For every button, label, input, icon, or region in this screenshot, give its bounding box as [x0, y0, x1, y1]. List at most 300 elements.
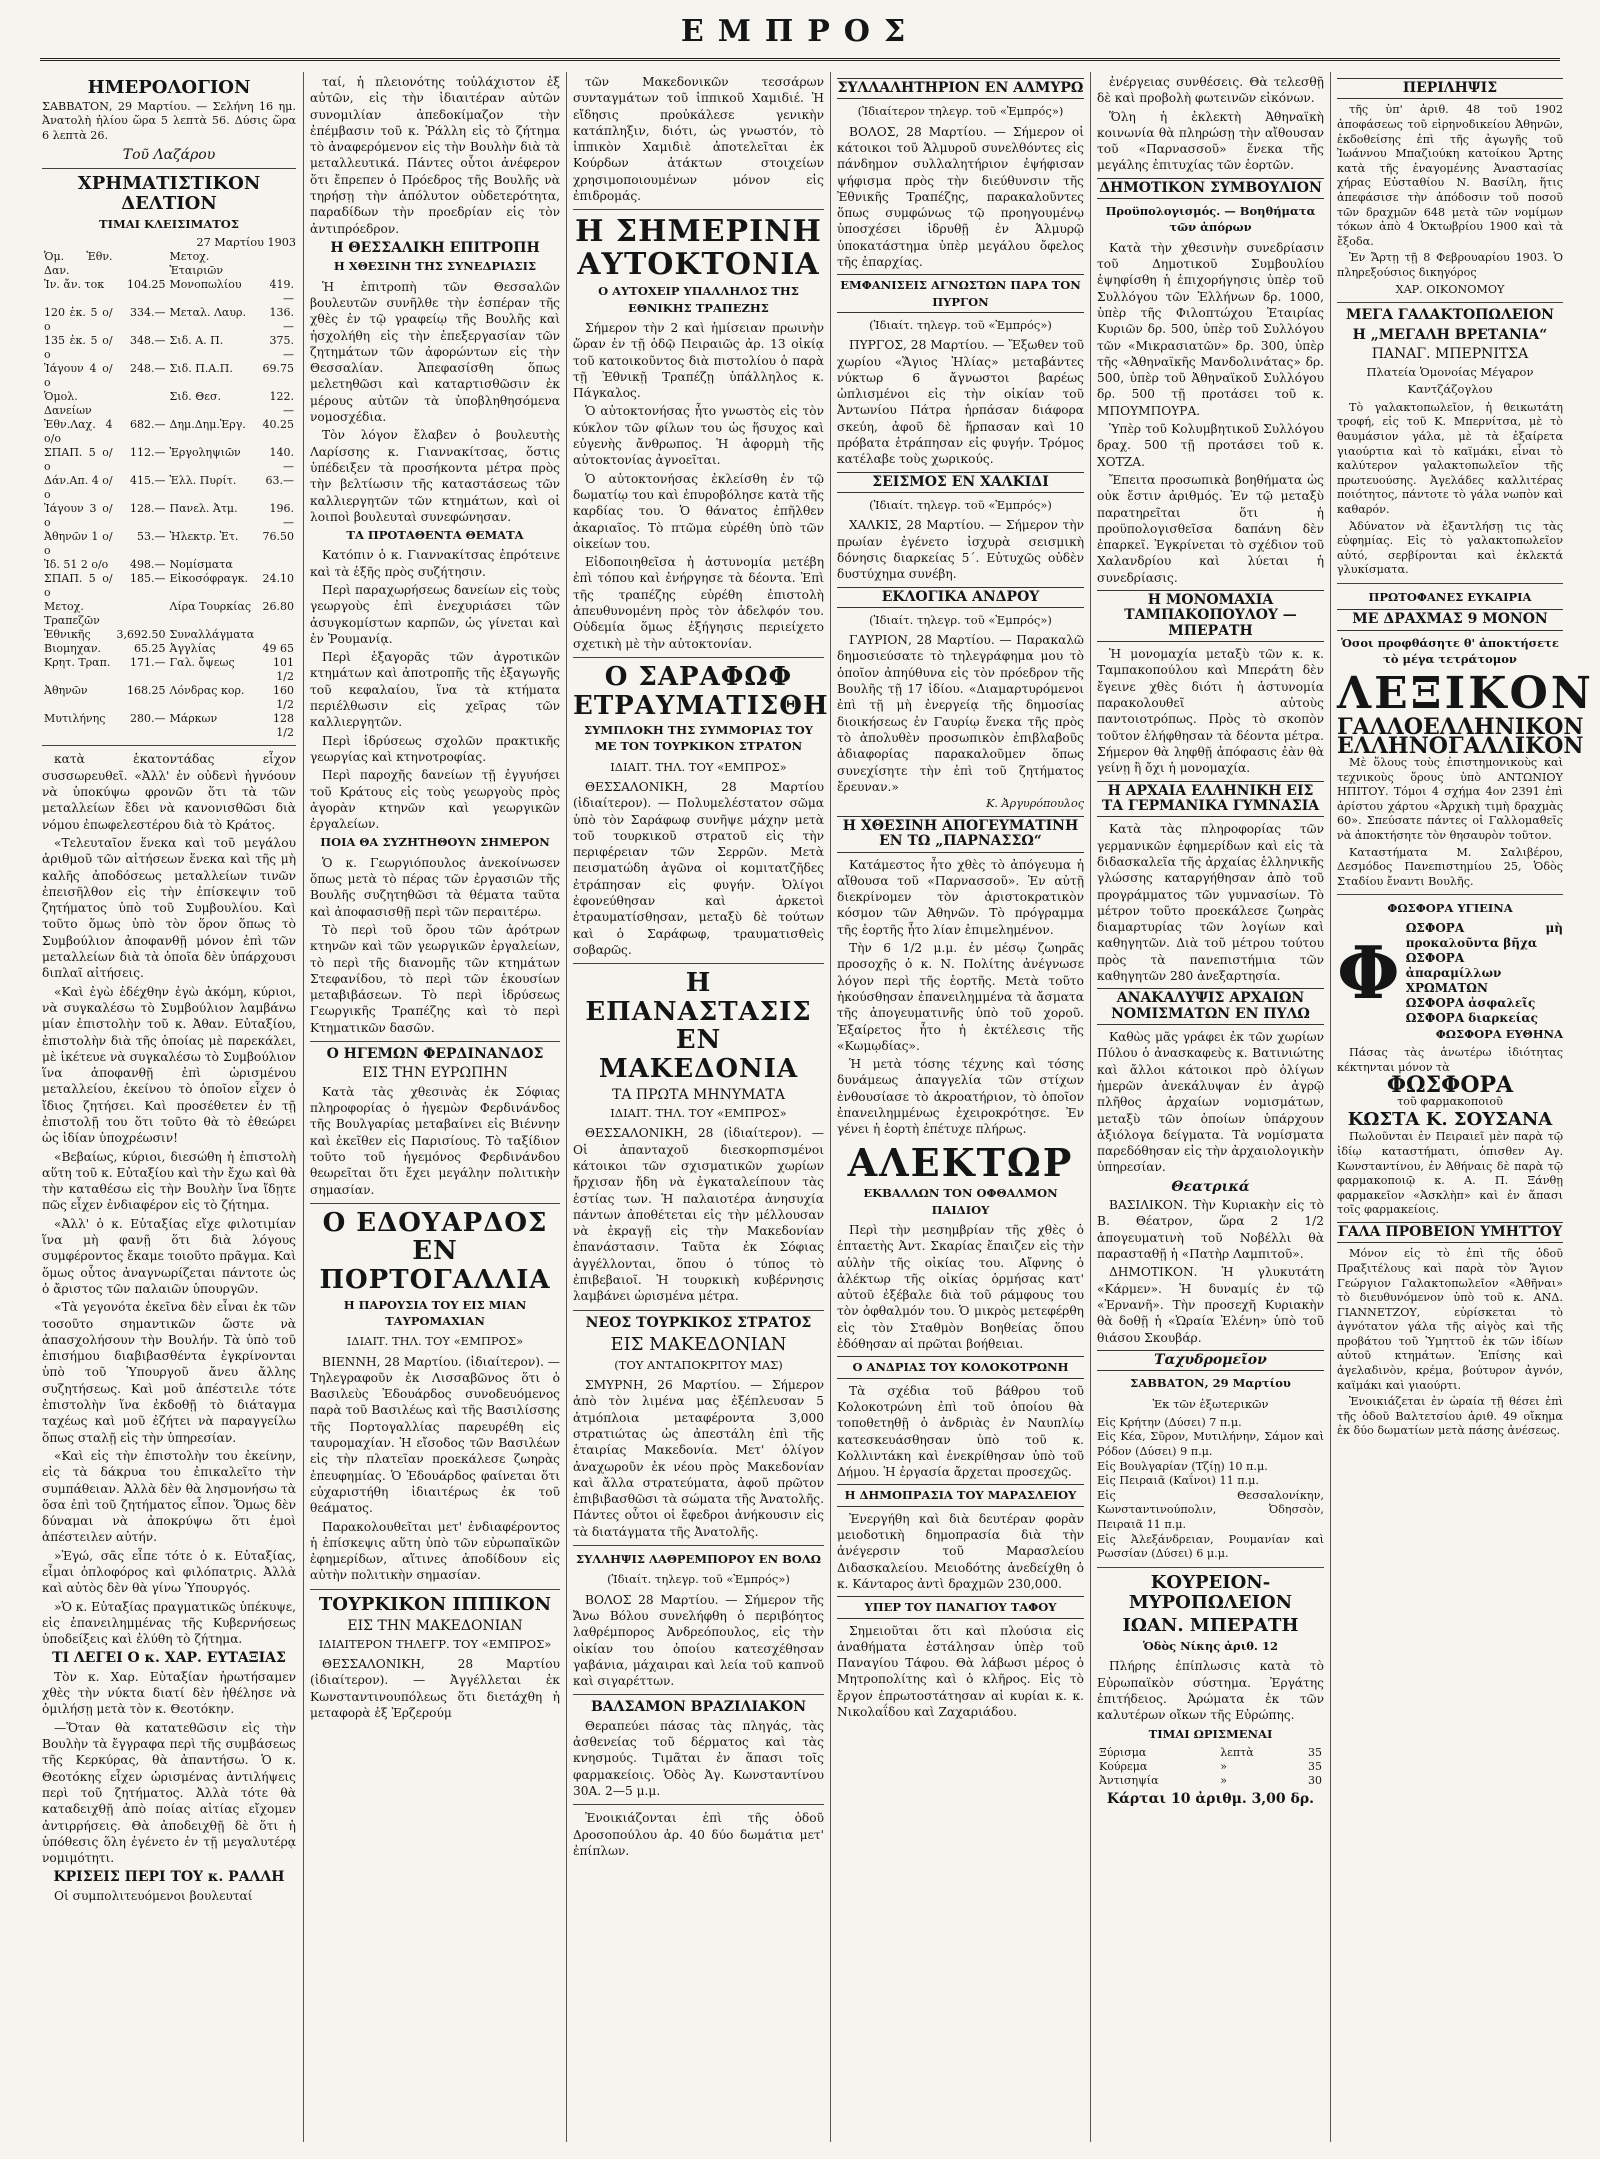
rates-cell: 498.—	[130, 558, 166, 572]
prices-table	[1097, 1746, 1324, 1788]
quake-heading: ΣΕΙΣΜΟΣ ΕΝ ΧΑΛΚΙΔΙ	[837, 472, 1084, 493]
column-rule	[830, 72, 831, 2142]
rates-cell	[258, 250, 296, 278]
article-paragraph: ΧΑΛΚΙΣ, 28 Μαρτίου. — Σήμερον τὴν πρωίαν ἐγένετο ἰσχυρὰ σεισμικὴ δόνησις διαρκείας 5΄. Εὐτυχῶς οὐδὲν δυστύχημα συνέβη.	[837, 518, 1084, 582]
rates-cell: 120 ἐκ. 5 ο/ο	[44, 306, 113, 334]
rates-row	[42, 446, 296, 474]
matches-line: ΩΣΦΟΡΑ μὴ προκαλοῦντα βῆχα	[1405, 920, 1563, 950]
rates-cell: 101 1/2	[273, 656, 294, 684]
sarafov-subheading: ΣΥΜΠΛΟΚΗ ΤΗΣ ΣΥΜΜΟΡΙΑΣ ΤΟΥ ΜΕ ΤΟΝ ΤΟΥΡΚΙΚΟΝ ΣΤΡΑΤΟΝ	[584, 723, 813, 754]
article-paragraph: «Βεβαίως, κύριοι, διεσώθη ἡ ἐπιστολὴ αὕτη τοῦ κ. Εὐταξίου καὶ τὴν ἔχω καὶ θὰ τὴν καταθέσω εἰς τὴν Βουλὴν ἵνα ἴδῃτε πῶς εἶχεν ἐνδιαφέρον εἰς τὸ ζήτημα.	[42, 1149, 296, 1213]
rates-cell: Ἰάγουν 4 ο/ο	[44, 362, 113, 390]
rates-cell: Εἰκοσόφραγκ.	[169, 572, 249, 586]
price-cell: »	[1220, 1773, 1227, 1787]
rates-cell: Λίρα Τουρκίας	[169, 600, 252, 614]
today-heading: ΠΟΙΑ ΘΑ ΣΥΖΗΤΗΘΟΥΝ ΣΗΜΕΡΟΝ	[320, 835, 550, 850]
sarafov-heading: Ο ΣΑΡΑΦΩΦ ΕΤΡΑΥΜΑΤΙΣΘΗ	[573, 661, 829, 721]
army-subheading: ΕΙΣ ΜΑΚΕΔΟΝΙΑΝ	[610, 1333, 787, 1355]
price-cell: 35	[1308, 1759, 1322, 1773]
maraslion-heading: Η ΔΗΜΟΠΡΑΣΙΑ ΤΟΥ ΜΑΡΑΣΛΕΙΟΥ	[837, 1484, 1084, 1506]
article-paragraph: Ἡ μονομαχία μεταξὺ τῶν κ. κ. Ταμπακοπούλου καὶ Μπεράτη δὲν ἔγεινε χθὲς διότι ἡ ἀστυνομία παρακολουθεῖ αὐτοὺς παντοιοτρόπως. Πρὸς τὸ σκοπὸν τοῦτον ἐλήφθησαν τὰ δέοντα μέτρα. Σήμερον θὰ ληφθῇ ἀπόφασις ἐὰν θὰ γείνῃ ἢ ὄχι ἡ μονομαχία.	[1097, 647, 1324, 776]
article-paragraph: Τὰ σχέδια τοῦ βάθρου τοῦ Κολοκοτρώνη ἐπὶ τοῦ ὁποίου θὰ τοποθετηθῇ ὁ ἀνδριὰς ἐν Ναυπλίῳ κατεσκευάσθησαν ὑπὸ τοῦ κ. Κολλιντάκη καὶ ἐνεκρίθησαν ὑπὸ τοῦ Δήμου. Ἡ ἐργασία ἄρχεται προσεχῶς.	[837, 1383, 1084, 1480]
smuggler-source: (Ἰδιαίτ. τηλεγρ. τοῦ «Ἐμπρός»)	[607, 1572, 790, 1587]
kolokotronis-heading: Ο ΑΝΔΡΙΑΣ ΤΟΥ ΚΟΛΟΚΟΤΡΩΝΗ	[837, 1356, 1084, 1378]
pyrgos-source: (Ἰδιαίτ. τηλεγρ. τοῦ «Ἐμπρός»)	[869, 317, 1052, 332]
post-heading: Ταχυδρομεῖον	[1097, 1350, 1324, 1371]
article-paragraph: Τὴν 6 1/2 μ.μ. ἐν μέσῳ ζωηρᾶς προσοχῆς ὁ κ. Ν. Πολίτης ἀνέγνωσε λόγον περὶ τῆς ἑορτῆς. Μετὰ τοῦτο ἠκούσθησαν ἐπανειλημμένα τὰ ἄσματα τῆς ἀπογευματινῆς ὑπὸ τοῦ χοροῦ. Ἐξαίρετος ἦτο ἡ ἐκτέλεσις τῆς «Κωμῳδίας».	[837, 941, 1084, 1053]
article-paragraph: Καθὼς μᾶς γράφει ἐκ τῶν χωρίων Πύλου ὁ ἀνασκαφεὺς κ. Βατινιώτης καὶ ἄλλοι κάτοικοι πρὸ ὀλίγων ἡμερῶν ἀνεκάλυψαν ἐν ἀγρῷ πλῆθος ἀρχαίων νομισμάτων, μεταξὺ τῶν ὁποίων ὑπάρχουν ἀξιόλογα δείγματα. Τὰ νομίσματα παρεδόθησαν εἰς τὴν ἀρχαιολογικὴν ὑπηρεσίαν.	[1097, 1030, 1324, 1175]
article-paragraph: ΣΜΥΡΝΗ, 26 Μαρτίου. — Σήμερον ἀπὸ τὸν λιμένα μας ἐξέπλευσαν 5 ἀτμόπλοια μεταφέροντα 3,000 στρατιώτας ὡς ἀπεστάλη ἐπὶ τῆς ἑταιρίας Μακεδονία. Μετ' ὀλίγον ἀναχωροῦν ἐκ νέου πρὸς Μακεδονίαν καὶ ἄλλα στρατεύματα, ἀφοῦ πρῶτον ἐπιβιβασθῶσι τὰ σώματα τῆς Ἀνατολῆς. Πάντες οὗτοι οἱ ἔφεδροι ἀνήκουσιν εἰς τὰ διατάγματα τῆς Ἀνατολῆς.	[573, 1378, 824, 1539]
article-paragraph: ΘΕΣΣΑΛΟΝΙΚΗ, 28 Μαρτίου (ἰδιαίτερον). — Ἀγγέλλεται ἐκ Κωνσταντινουπόλεως ὅτι διετάχθη ἡ μεταφορὰ ἐξ Ἐρζερούμ	[310, 1657, 560, 1721]
article-paragraph: «Τελευταῖον ἕνεκα καὶ τοῦ μεγάλου ἀριθμοῦ τῶν αἰτήσεων ἕνεκα καὶ τῆς μὴ καλῆς ἀποδόσεως μεταλλείων τινῶν ἐπεισῆλθον εἰς τὴν ἐπίσκεψιν τοῦ ζητήματος ὑπὸ τοῦ Συμβουλίου. Καὶ τοῦτο ὅμως ὑπὸ τὸν ὅρον ὅπως τὸ Συμβούλιον ἀποφανθῇ μόνον ἐπὶ τῶν μεταλλείων διὰ τὰ ὁποῖα δὲν ὑπάρχουσι διπλαῖ αἰτήσεις.	[42, 835, 296, 981]
revolution-source: ΙΔΙΑΙΤ. ΤΗΛ. ΤΟΥ «ΕΜΠΡΟΣ»	[610, 1106, 787, 1121]
rates-row	[42, 502, 296, 530]
rates-cell: 40.25	[262, 418, 294, 432]
column-rule	[566, 72, 567, 2142]
almyros-heading: ΣΥΛΛΑΛΗΤΗΡΙΟΝ ΕΝ ΑΛΜΥΡΩ	[837, 78, 1084, 99]
calendar-text: ΣΑΒΒΑΤΟΝ, 29 Μαρτίου. — Σελήνη 16 ημ. Ἀνατολὴ ἡλίου ὥρα 5 λεπτὰ 56. Δύσις ὥρα 6 λεπτὰ 26.	[42, 99, 296, 142]
price-cell: 35	[1308, 1745, 1322, 1759]
matches-title: ΦΩΣΦΟΡΑ	[1386, 1072, 1514, 1099]
article-paragraph: Ὁ κ. Γεωργιόπουλος ἀνεκοίνωσεν ὅπως μετὰ τὸ πέρας τῶν ἐργασιῶν τῆς Βουλῆς συζητηθῶσι τὰ θέματα ταῦτα καὶ ἀποφασισθῇ περὶ τῶν περαιτέρω.	[310, 855, 560, 919]
rates-cell: Μετοχ. Τραπεζῶν	[44, 600, 100, 628]
rates-cell: Ἐργοληψιῶν	[169, 446, 241, 460]
rates-cell: Λόνδρας κορ.	[169, 684, 245, 698]
rates-cell: 168.25	[127, 684, 166, 698]
rates-cell	[115, 390, 168, 418]
thessaly-heading: Η ΘΕΣΣΑΛΙΚΗ ΕΠΙΤΡΟΠΗ	[330, 239, 540, 256]
rates-cell	[258, 558, 296, 572]
article-paragraph: ΘΕΣΣΑΛΟΝΙΚΗ, 28 (ἰδιαίτερον). — Οἱ ἀπανταχοῦ διεσκορπισμένοι κάτοικοι τῶν σχισματικῶν χωρίων ἤρχισαν ἤδη νὰ ἐγκαταλείπουν τὰς ἑστίας των. Ἡ παλαιοτέρα ἀνησυχία πάντων ἀποθέτεται εἰς τὴν μέλλουσαν νὰ ἐκραγῇ εἰς τὴν Μακεδονίαν ἐπανάστασιν. Ταῦτα ἐκ Σόφιας ἀγγέλλονται, ὅπου ὁ τύπος τὸ ἐπιβεβαιοῖ. Ἡ τουρκικὴ κυβέρνησις λαμβάνει ὡρισμένα μέτρα.	[573, 1126, 824, 1304]
cavalry-source: ΙΔΙΑΙΤΕΡΟΝ ΤΗΛΕΓΡ. ΤΟΥ «ΕΜΠΡΟΣ»	[318, 1636, 552, 1651]
balsam-heading: ΒΑΛΣΑΜΟΝ ΒΡΑΖΙΛΙΑΚΟΝ	[590, 1699, 807, 1716]
advert-paragraph: Ἐνοικιάζονται ἐπὶ τῆς ὁδοῦ Δροσοπούλου ἀρ. 40 δύο δωμάτια μετ' ἐπίπλων.	[573, 1811, 824, 1858]
matches-banner: ΦΩΣΦΟΡΑ ΥΓΙΕΙΝΑ	[1387, 901, 1513, 916]
advert-paragraph: Τὸ γαλακτοπωλεῖον, ἡ θεικωτάτη τροφή, εἰς τοῦ Κ. Μπερνίτσα, μὲ τὸ θαυμάσιον γάλα, μὲ τὰ ἐξαίρετα γιαούρτια καὶ τὸ καϊμάκι, εἶναι τὸ καλύτερον γαλακτοπωλεῖον τῆς πρωτευούσης. Ἀγελάδες καλλιτέρας ποιότητος, πάντοτε τὸ γάλα νωπὸν καὶ καθαρόν.	[1337, 400, 1563, 517]
article-paragraph: ΒΙΕΝΝΗ, 28 Μαρτίου. (ἰδιαίτερον). — Τηλεγραφοῦν ἐκ Λισσαβῶνος ὅτι ὁ Βασιλεὺς Ἐδουάρδος συνοδευόμενος παρὰ τοῦ Βασιλέως καὶ τῆς Βασιλίσσης τῆς Πορτογαλλίας παρευρέθη εἰς ταυρομαχίαν. Ἡ εἴσοδος τῶν Βασιλέων εἰς τὴν πλατεῖαν προεκάλεσε ζωηρὰς ἐπευφημίας. Ὁ Ἐδουάρδος φαίνεται ὅτι εὐχαριστήθη ἰδιαιτέρως ἐκ τοῦ θεάματος.	[310, 1354, 560, 1516]
rates-cell: 171.—	[130, 656, 166, 670]
matches-cheap: ΦΩΣΦΟΡΑ ΕΥΘΗΝΑ	[1435, 1026, 1563, 1041]
article-paragraph: —Ὅταν θὰ κατατεθῶσιν εἰς τὴν Βουλὴν τὰ ἔγγραφα περὶ τῆς συμβάσεως τῆς Κερκύρας, θὰ ἀπαντήσω. Ὁ κ. Θεοτόκης εἶχεν ὡρισμένας ἀντιλήψεις περὶ τοῦ ζητήματος. Ἀλλὰ τότε θὰ καταδειχθῇ ἀπὸ ποίας αἰτίας εἴχομεν ἀντιρρήσεις. Θὰ ἀποδειχθῇ δὲ ὅτι ἡ ὑπόθεσις ὅλη ἐγένετο ἐν τῇ μεγαλυτέρᾳ νομιμότητι.	[42, 1720, 296, 1866]
army-heading: ΝΕΟΣ ΤΟΥΡΚΙΚΟΣ ΣΤΡΑΤΟΣ	[585, 1314, 812, 1331]
rates-cell: Ἑλλ. Πυρίτ.	[169, 474, 237, 488]
divider	[42, 745, 296, 746]
dictionary-price: ΜΕ ΔΡΑΧΜΑΣ 9 ΜΟΝΟΝ	[1337, 609, 1563, 630]
rates-cell: 334.—	[130, 306, 166, 320]
column-rule	[1090, 72, 1091, 2142]
column-4	[837, 74, 1084, 2149]
council-subheading: Προϋπολογισμός. — Βοηθήματα τῶν ἀπόρων	[1105, 204, 1316, 235]
article-paragraph: ΠΥΡΓΟΣ, 28 Μαρτίου. — Ἔξωθεν τοῦ χωρίου «Ἅγιος Ἠλίας» μεταβάντες νύκτωρ 6 ἄγνωστοι βαρέως ὡπλισμένοι εἰς τὴν οἰκίαν τοῦ Ἀντωνίου Πάτρα ἡρπάσαν διάφορα σκεύη, ἀφοῦ δὲ ἥρπασαν καὶ 10 πρόβατα ἐτράπησαν εἰς φυγήν. Τρόμος κατέλαβε τοὺς χωρικούς.	[837, 338, 1084, 467]
rates-row	[42, 306, 296, 334]
legal-paragraph: τῆς ὑπ' ἀριθ. 48 τοῦ 1902 ἀποφάσεως τοῦ εἰρηνοδικείου Ἀθηνῶν, ἐκδοθείσης ἐπὶ τῆς ἀγωγῆς τοῦ Ἰωάννου Μπαζιούκη κατοίκου Ἄρτης κατὰ τῆς ἐναγομένης Ἀναστασίας χήρας Εὐσταθίου Ν. Βασίλη, ἥτις ἀπεφάσισε τὴν ἀπόδοσιν τοῦ ποσοῦ τῶν δραχμῶν 648 μετὰ τῶν νομίμων τόκων ἀπὸ 4 Ὀκτωβρίου 1900 καὶ τὰ ἔξοδα.	[1337, 103, 1563, 248]
rates-row	[42, 362, 296, 390]
rates-row	[42, 530, 296, 558]
column-6	[1337, 74, 1595, 2149]
divider	[310, 1203, 560, 1204]
article-paragraph: Κατὰ τὴν χθεσινὴν συνεδρίασιν τοῦ Δημοτικοῦ Συμβουλίου ἐψηφίσθη ἡ ἐπιχορήγησις ὑπὲρ τοῦ Συλλόγου τῶν Ἑλλήνων δρ. 1000, ὑπὲρ τῆς Φιλοπτώχου Ἑταιρίας Κυριῶν δρ. 500, ὑπὲρ τοῦ Συλλόγου τῶν «Μικρασιατῶν» δρ. 300, ὑπὲρ τῆς «Ἀθηναϊκῆς Μανδολινάτας» δρ. 500, ὑπὲρ τοῦ Ἀθηναϊκοῦ Συλλόγου δρ. 500 τῇ προτάσει τοῦ κ. ΜΠΟΥΜΠΟΥΡΑ.	[1097, 240, 1324, 418]
price-cell: 30	[1308, 1773, 1322, 1787]
price-row	[1097, 1760, 1324, 1774]
rates-row	[42, 600, 296, 628]
legal-paragraph: Ἐν Ἄρτῃ τῇ 8 Φεβρουαρίου 1903. Ὁ πληρεξούσιος δικηγόρος	[1337, 251, 1563, 279]
divider	[1337, 894, 1563, 895]
rates-cell: 69.75	[262, 362, 294, 376]
dairy-owner: ΠΑΝΑΓ. ΜΠΕΡΝΙΤΣΑ	[1371, 345, 1529, 362]
matches-lines	[1406, 921, 1563, 1026]
advert-paragraph: Καταστήματα Μ. Σαλιβέρου, Δεσμόδος Πανεπιστημίου 25, Ὁδὸς Σταδίου ἔναντι Βουλῆς.	[1337, 845, 1563, 888]
advert-paragraph: Πάσας τὰς ἀνωτέρω ἰδιότητας κέκτηνται μόνον τὰ	[1337, 1046, 1563, 1074]
post-line: Εἰς Κέα, Σῦρον, Μυτιλήνην, Σάμον καὶ Ρόδον (Δύσει) 9 π.μ.	[1097, 1430, 1324, 1458]
article-paragraph: Παρακολουθεῖται μετ' ἐνδιαφέροντος ἡ ἐπίσκεψις αὕτη ὑπὸ τῶν εὐρωπαϊκῶν ἐφημερίδων, αἵτινες ἀποδίδουν εἰς αὐτὴν πολιτικὴν σημασίαν.	[310, 1519, 560, 1583]
article-paragraph: »Ὁ κ. Εὐταξίας πραγματικῶς ὑπέκυψε, εἰς ἐπανειλημμένας τῆς Κυβερνήσεως ὑποδείξεις καὶ ἐλύθη τὸ ζήτημα.	[42, 1599, 296, 1647]
divider	[573, 657, 824, 658]
rates-cell: 63.—	[265, 474, 294, 488]
tickets-line: Κάρται 10 ἀριθμ. 3,00 δρ.	[1106, 1790, 1315, 1807]
rates-cell: 682.—	[130, 418, 166, 432]
rates-cell: 3,692.50	[116, 628, 166, 642]
column-rule	[1330, 72, 1331, 2142]
rates-cell: Δημ.Δημ.Ἐργ.	[169, 418, 246, 432]
divider	[573, 963, 824, 964]
milk-heading: ΓΑΛΑ ΠΡΟΒΕΙΟΝ ΥΜΗΤΤΟΥ	[1337, 1222, 1563, 1243]
pyrgos-heading: ΕΜΦΑΝΙΣΕΙΣ ΑΓΝΩΣΤΩΝ ΠΑΡΑ ΤΟΝ ΠΥΡΓΟΝ	[837, 274, 1084, 313]
rates-cell: 136.—	[269, 306, 294, 334]
rates-cell: Σιδ. Θεσ.	[169, 390, 221, 404]
advert-paragraph: Πλήρης ἐπίπλωσις κατὰ τὸ Εὐρωπαϊκὸν σύστημα. Ἐργάτης ἐπιτήδειος. Ἀρώματα ἐκ τῶν καλυτέρων οἴκων τῆς Εὐρώπης.	[1097, 1659, 1324, 1723]
smuggler-heading: ΣΥΛΛΗΨΙΣ ΛΑΘΡΕΜΠΟΡΟΥ ΕΝ ΒΟΛΩ	[575, 1552, 821, 1567]
price-cell: λεπτὰ	[1220, 1745, 1254, 1759]
rates-row	[42, 572, 296, 600]
rates-row	[42, 474, 296, 502]
duel-heading: Η ΜΟΝΟΜΑΧΙΑ ΤΑΜΠΑΚΟΠΟΥΛΟΥ — ΜΠΕΡΑΤΗ	[1097, 590, 1324, 642]
rates-cell: 135 ἐκ. 5 ο/ο	[44, 334, 113, 362]
article-paragraph: «Καὶ εἰς τὴν ἐπιστολὴν του ἐκείνην, εἰς τὰ δάκρυα του ἐπικαλεῖτο τὴν συμπάθειαν. Ἀλλὰ δὲν θὰ λησμονήσω τὰ ὅσα ἐπὶ τοῦ ζητήματος εἶπον. Ὅμως δὲν δύναμαι νὰ ἀποκρύψω ὅτι ἐμοὶ ἀπέστειλεν αὐτήν.	[42, 1448, 296, 1545]
rates-cell: Κρητ. Τραπ.	[44, 656, 111, 670]
article-paragraph: ΒΟΛΟΣ 28 Μαρτίου. — Σήμερον τῆς Ἄνω Βόλου συνελήφθη ὁ περιβόητος λαθρέμπορος Ἀνδρεόπουλος, εἰς τὴν οἰκίαν του ὁποίου κατεσχέθησαν γαβάνια, μάχαιραι καὶ λεία τοῦ καπνοῦ καὶ σιγαρέττων.	[573, 1592, 824, 1689]
rates-row	[42, 628, 296, 642]
article-paragraph: Τὸν λόγον ἔλαβεν ὁ βουλευτὴς Λαρίσσης κ. Γιαννακίτσας, ὅστις ὑπέδειξεν τὰ προσήκοντα μέτρα πρὸς τὴν βελτίωσιν τῆς καταστάσεως τῶν καλλιεργητῶν τῶν κτημάτων, καὶ οἱ λοιποὶ βουλευταὶ συνεφώνησαν.	[310, 428, 560, 524]
matches-line: ΩΣΦΟΡΑ ἀπαραμίλλων ΧΡΩΜΑΤΩΝ	[1405, 950, 1502, 995]
rates-cell: Μεταλ. Λαυρ.	[169, 306, 246, 320]
rates-cell: Μετοχ. Ἑταιριῶν	[169, 250, 224, 278]
calendar-title: ΗΜΕΡΟΛΟΓΙΟΝ	[87, 77, 251, 98]
matches-initial: Φ	[1337, 930, 1400, 1016]
andros-heading: ΕΚΛΟΓΙΚΑ ΑΝΔΡΟΥ	[837, 587, 1084, 608]
rates-cell: Ἰν. ἄν. τοκ	[44, 278, 105, 292]
ferdinand-subheading: ΕΙΣ ΤΗΝ ΕΥΡΩΠΗΝ	[362, 1065, 508, 1082]
rates-row	[42, 684, 296, 712]
article-paragraph: Ὁ αὐτοκτονήσας ἦτο γνωστὸς εἰς τὸν κύκλον τῶν φίλων του ὡς ἥσυχος καὶ εὐγενὴς ἄνθρωπος. Ἡ ἀφορμὴ τῆς αὐτοκτονίας ἀγνοεῖται.	[573, 404, 824, 468]
rates-cell: 375.—	[269, 334, 294, 362]
divider	[573, 1310, 824, 1311]
thessaly-subheading: Η ΧΘΕΣΙΝΗ ΤΗΣ ΣΥΝΕΔΡΙΑΣΙΣ	[333, 259, 537, 274]
rates-cell: 128.—	[130, 502, 166, 516]
article-paragraph: »Ἐγώ, σᾶς εἶπε τότε ὁ κ. Εὐταξίας, εἶμαι ὁπλοφόρος καὶ φιλόπατρις. Ἀλλὰ καὶ αὐτὸς δὲν θὰ γίνω Ὑπουργός.	[42, 1548, 296, 1596]
rates-cell: Ἠλεκτρ. Ἑτ.	[169, 530, 239, 544]
rates-row	[42, 278, 296, 306]
article-paragraph: ΓΑΥΡΙΟΝ, 28 Μαρτίου. — Παρακαλῶ δημοσιεύσατε τὸ τηλεγράφημα μου τὸ ὁποῖον ἀπηύθυνα εἰς τὸν πρόεδρον τῆς Βουλῆς τῇ 17 ἰδίου. «Διαμαρτυρόμενοι ἐπὶ τῇ μὴ ἐνεργείᾳ τῆς δημοσίας διοικήσεως ἐν Γαυρίῳ ἕνεκα τῆς πρὸς τὸ ἀπολυθὲν προσωπικὸν ἐπιβλαβοῦς ἀδιαφορίας παρακαλοῦμεν ὅπως συνεχίσητε τὴν ἐπὶ τοῦ ζητήματος ἔρευναν.»	[837, 633, 1084, 794]
article-paragraph: Τὸν κ. Χαρ. Εὐταξίαν ἠρωτήσαμεν χθὲς τὴν νύκτα διατί δὲν ἠθέλησε νὰ ὁμιλήσῃ μετὰ τὸν κ. Θεοτόκην.	[42, 1669, 296, 1717]
advert-paragraph: Ἐνοικιάζεται ἐν ὡραία τῇ θέσει ἐπὶ τῆς ὁδοῦ Βαλτετσίου ἀριθ. 49 οἴκημα ἐκ δύο δωματίων μετὰ πάσης ἀνέσεως.	[1337, 1395, 1563, 1438]
column-2	[310, 74, 560, 2149]
article-paragraph: «Ἀλλ' ὁ κ. Εὐταξίας εἴχε φιλοτιμίαν ἵνα μὴ φανῇ ὅτι διὰ λόγους συμφέροντος ἔκαμε τοιοῦτο πρᾶγμα. Καὶ ὅμως οὗτος ἀναγνωρίζεται πάντοτε ὡς ὁ ἄριστος τῶν παλαιῶν ὑπουργῶν.	[42, 1216, 296, 1296]
prices-heading: ΤΙΜΑΙ ΩΡΙΣΜΕΝΑΙ	[1148, 1726, 1273, 1741]
advert-paragraph: Θεραπεύει πάσας τὰς πληγάς, τὰς ἀσθενείας τοῦ δέρματος καὶ τὰς κνησμούς. Τιμᾶται ἐν ἅπασι τοῖς φαρμακείοις. Ὁδὸς Ἀγ. Κωνσταντίνου 30Α. 2—5 μ.μ.	[573, 1718, 824, 1798]
legal-signature: ΧΑΡ. ΟΙΚΟΝΟΜΟΥ	[1395, 282, 1505, 296]
post-line: Εἰς Πειραιᾶ (Καΐνοι) 11 π.μ.	[1097, 1474, 1259, 1488]
price-row	[1097, 1746, 1324, 1760]
divider	[573, 209, 824, 210]
rates-cell: 104.25	[127, 278, 166, 292]
rates-cell: Ἰάγουν 3 ο/ο	[44, 502, 113, 530]
barbershop-heading: ΚΟΥΡΕΙΟΝ-ΜΥΡΟΠΩΛΕΙΟΝ	[1128, 1571, 1293, 1613]
price-row	[1097, 1774, 1324, 1788]
theatre-heading: Θεατρικά	[1171, 1178, 1250, 1195]
divider	[1337, 583, 1563, 584]
parnassos-heading: Η ΧΘΕΣΙΝΗ ΑΠΟΓΕΥΜΑΤΙΝΗ ΕΝ ΤΩ „ΠΑΡΝΑΣΣΩ“	[837, 816, 1084, 853]
rates-row	[42, 390, 296, 418]
article-paragraph: Κατόπιν ὁ κ. Γιαννακίτσας ἐπρότεινε καὶ τὰ ἑξῆς πρὸς συζήτησιν.	[310, 548, 560, 579]
price-cell: Κούρεμα	[1099, 1759, 1148, 1773]
rates-cell: 248.—	[130, 362, 166, 376]
ralli-heading: ΚΡΙΣΕΙΣ ΠΕΡΙ ΤΟΥ κ. ΡΑΛΛΗ	[53, 1869, 285, 1886]
dictionary-sub1: ΓΑΛΛΟΕΛΛΗΝΙΚΟΝ	[1337, 714, 1584, 741]
divider	[310, 1589, 560, 1590]
article-paragraph: Σημειοῦται ὅτι καὶ πλούσια εἰς ἀναθήματα ἐστάλησαν ὑπὲρ τοῦ Παναγίου Τάφου. Θὰ λάβωσι μέρος ὁ Μητροπολίτης καὶ ὁ κλῆρος. Εἰς τὸ ἔργον ἐπρωτοστάτησαν αἱ κυρίαι κ. κ. Νικολαΐδου καὶ Ζαχαριάδου.	[837, 1623, 1084, 1719]
dictionary-banner: ΠΡΩΤΟΦΑΝΕΣ ΕΥΚΑΙΡΙΑ	[1368, 590, 1532, 604]
rates-cell: Ἐθν.Λαχ. 4 ο/ο	[44, 418, 113, 446]
rates-cell	[115, 250, 168, 278]
summary-heading: ΠΕΡΙΛΗΨΙΣ	[1337, 78, 1563, 99]
ancient-greek-heading: Η ΑΡΧΑΙΑ ΕΛΛΗΝΙΚΗ ΕΙΣ ΤΑ ΓΕΡΜΑΝΙΚΑ ΓΥΜΝΑΣΙΑ	[1097, 781, 1324, 818]
article-paragraph: Ὑπὲρ τοῦ Κολυμβητικοῦ Συλλόγου δραχ. 500 τῇ προτάσει τοῦ κ. ΧΟΤΖΑ.	[1097, 422, 1324, 469]
rates-cell: Συναλλάγματα	[169, 628, 255, 642]
rates-cell: Σιδ. Α. Π.	[169, 334, 224, 348]
rates-cell: 280.—	[130, 712, 166, 726]
divider	[573, 1804, 824, 1805]
advert-paragraph: Μὲ ὅλους τοὺς ἐπιστημονικοὺς καὶ τεχνικοὺς ὅρους ὑπὸ ΑΝΤΩΝΙΟΥ ΗΠΙΤΟΥ. Τόμοι 4 σχήμα 4ον 2391 ἐπὶ ἀρίστου χάρτου «Ἀρχικὴ τιμὴ δραχμὰς 60». Σπεύσατε πάντες οἱ Γαλλομαθεῖς νὰ ἀποκτήσητε τὸν θησαυρὸν τοῦτον.	[1337, 756, 1563, 843]
rates-cell: Ἀθηνῶν 1 ο/ο	[44, 530, 113, 558]
rates-cell: Σιδ. Π.Α.Π.	[169, 362, 233, 376]
rates-cell: 128 1/2	[273, 712, 294, 740]
bulletin-title: ΧΡΗΜΑΤΙΣΤΙΚΟΝ ΔΕΛΤΙΟΝ	[77, 172, 261, 214]
rates-cell: Μυτιλήνης	[44, 712, 106, 726]
article-paragraph: ΔΗΜΟΤΙΚΟΝ. Ἡ γλυκυτάτη «Κάρμεν». Ἡ δυναμίς ἐν τῷ «Ἐρνανῆ». Τὴν προσεχῆ Κυριακὴν θὰ δοθῇ ἡ «Ὡραία Ἑλένη» ὑπὸ τοῦ θιάσου Σκουβάρ.	[1097, 1265, 1324, 1345]
andros-source: (Ἰδιαίτ. τηλεγρ. τοῦ «Ἐμπρός»)	[869, 612, 1052, 627]
edward-subheading: Η ΠΑΡΟΥΣΙΑ ΤΟΥ ΕΙΣ ΜΙΑΝ ΤΑΥΡΟΜΑΧΙΑΝ	[343, 1297, 527, 1328]
advert-paragraph: Μόνον εἰς τὸ ἐπὶ τῆς ὁδοῦ Πραξιτέλους καὶ παρὰ τὸν Ἅγιον Γεώργιον Γαλακτοπωλεῖον «Ἀθῆναι» τὸ διευθυνόμενον ὑπὸ τοῦ κ. ΑΝΔ. ΓΙΑΝΝΕΤΖΟΥ, εὑρίσκεται τὸ ἀγνότατον γάλα τῆς αἰγὸς καὶ τῆς προβάτου τοῦ Ὑμηττοῦ ἐκ τῶν ἰδίων αὐτοῦ κτημάτων. Ἐπίσης καὶ ἀγελαδινὸν, κρέμα, βούτυρον ἀγνόν, καϊμάκι καὶ γιαούρτι.	[1337, 1247, 1563, 1392]
eutaxias-heading: ΤΙ ΛΕΓΕΙ Ο κ. ΧΑΡ. ΕΥΤΑΞΙΑΣ	[52, 1650, 286, 1667]
rates-cell: Βιομηχαν.	[44, 642, 102, 656]
rooster-heading: ΑΛΕΚΤΩΡ	[847, 1139, 1074, 1185]
cavalry-subheading: ΕΙΣ ΤΗΝ ΜΑΚΕΔΟΝΙΑΝ	[347, 1617, 523, 1634]
rates-cell: Μάρκων	[169, 712, 218, 726]
rates-cell: 26.80	[262, 600, 294, 614]
rates-cell: 140.—	[269, 446, 294, 474]
post-line: Εἰς Κρήτην (Δύσει) 7 π.μ.	[1097, 1415, 1242, 1429]
rates-cell: Ἀγγλίας	[169, 642, 216, 656]
rates-cell: 348.—	[130, 334, 166, 348]
article-paragraph: ἐνέργειας συνθέσεις. Θὰ τελεσθῇ δὲ καὶ προβολὴ φωτεινῶν εἰκόνων.	[1097, 75, 1324, 106]
column-3	[573, 74, 829, 2149]
rates-row	[42, 250, 296, 278]
matches-maker-label: τοῦ φαρμακοποιοῦ	[1397, 1095, 1503, 1109]
divider	[573, 1545, 824, 1546]
dairy-address: Πλατεία Ὁμονοίας Μέγαρον Καντζάζογλου	[1366, 365, 1534, 396]
rates-row	[42, 712, 296, 740]
calendar-saint: Τοῦ Λαζάρου	[122, 146, 216, 163]
rates-cell: Μονοπωλίου	[169, 278, 242, 292]
article-paragraph: Περὶ παροχῆς δανείων τῇ ἐγγυήσει τοῦ Κράτους εἰς τοὺς γεωργοὺς πρὸς ἀγορὰν κτηνῶν καὶ γεωργικῶν ἐργαλείων.	[310, 768, 560, 832]
post-date: ΣΑΒΒΑΤΟΝ, 29 Μαρτίου	[1130, 1376, 1291, 1391]
rates-cell: 415.—	[130, 474, 166, 488]
article-paragraph: Τὸ περὶ τοῦ ὅρου τῶν ἀρότρων κτηνῶν καὶ τῶν γεωργικῶν ἐργαλείων, τὸ περὶ τῆς διανομῆς τῶν κτημάτων Στεφανίδου, τὸ περὶ τῶν ἑκουσίων μεταβιβάσεων. Τὸ περὶ ἱδρύσεως Γεωργικῆς Τραπέζης καὶ τὸ περὶ Κτηματικῶν δασῶν.	[310, 922, 560, 1035]
rooster-subheading: ΕΚΒΑΛΛΩΝ ΤΟΝ ΟΦΘΑΛΜΟΝ ΠΑΙΔΙΟΥ	[863, 1186, 1058, 1217]
post-line: Εἰς Ἀλεξάνδρειαν, Ρουμανίαν καὶ Ρωσσίαν (Δύσει) 6 μ.μ.	[1097, 1532, 1324, 1561]
bulletin-date: 27 Μαρτίου 1903	[196, 235, 296, 249]
council-heading: ΔΗΜΟΤΙΚΟΝ ΣΥΜΒΟΥΛΙΟΝ	[1097, 178, 1324, 199]
article-paragraph: ταί, ἡ πλειονότης τοὐλάχιστον ἐξ αὐτῶν, εἰς τὴν ἰδιαιτέραν αὐτῶν συνομιλίαν ἀπεδοκίμαζον τὴν ἐπέμβασιν τοῦ κ. Ῥάλλη εἰς τὸ ζήτημα τὸ ἀναφερόμενον εἰς τὴν Βουλὴν διὰ τὰ μεταλλευτικά. Πάντες οὗτοι ἀνέφερον ὅτι ἔπρεπεν ὁ Πρόεδρος τῆς Βουλῆς νὰ τηρήσῃ τὴν ἀπόλυτον οὐδετερότητα, παραδίδων τὴν προεδρίαν εἰς τὸν ἀντιπρόεδρον.	[310, 75, 560, 236]
rates-row	[42, 558, 296, 572]
post-line: Εἰς Θεσσαλονίκην, Κωνσταντινούπολιν, Ὀδησσὸν, Πειραιᾶ 11 π.μ.	[1097, 1488, 1324, 1531]
article-paragraph: Οἱ συμπολιτευόμενοι βουλευταί	[54, 1888, 253, 1903]
rates-cell: 185.—	[130, 572, 166, 586]
edward-source: ΙΔΙΑΙΤ. ΤΗΛ. ΤΟΥ «ΕΜΠΡΟΣ»	[346, 1334, 524, 1349]
divider	[1337, 302, 1563, 303]
rates-row	[42, 334, 296, 362]
army-source: (ΤΟΥ ΑΝΤΑΠΟΚΡΙΤΟΥ ΜΑΣ)	[614, 1357, 783, 1372]
dairy-name: Η „ΜΕΓΑΛΗ ΒΡΕΤΑΝΙΑ“	[1352, 326, 1548, 343]
price-cell: Ξύρισμα	[1099, 1745, 1147, 1759]
column-5	[1097, 74, 1324, 2149]
rates-cell: 24.10	[262, 572, 294, 586]
rates-cell	[115, 600, 168, 628]
advert-paragraph: Ἀδύνατον νὰ ἐξαντλήσῃ τις τὰς εὐφημίας. Εἰς τὸ γαλακτοπωλεῖον αὐτό, σερβίρονται καὶ ἐκλεκτά γλυκίσματα.	[1337, 519, 1563, 577]
rates-cell: 419.—	[269, 278, 294, 306]
rates-cell: 65.25	[134, 642, 166, 656]
column-rule	[303, 72, 304, 2142]
rates-cell: Δάν.Απ. 4 ο/ο	[44, 474, 113, 502]
matches-line: ΩΣΦΟΡΑ διαρκείας	[1405, 1010, 1538, 1025]
article-paragraph: «Τὰ γεγονότα ἐκεῖνα δὲν εἶναι ἐκ τῶν τοσοῦτο σημαντικῶν ὥστε νὰ ἀπασχολήσουν τὴν Βουλήν. Τὰ ὑπὸ τοῦ ἐπισήμου διαβιβασθέντα ἐγκρίνονται ὑπὸ τοῦ Ὑπουργοῦ ἄνευ ἄλλης συζητήσεως. Καὶ μοῦ ἀπέστειλε τότε ἐπιστολὴν ἵνα ἐκδοθῇ τὸ διάταγμα ταχέως καὶ μοῦ ἐζήτει νὰ παραγγείλω ὅπως σταλῇ εἰς τὴν ὑπηρεσίαν.	[42, 1300, 296, 1445]
article-paragraph: Κατὰ τὰς πληροφορίας τῶν γερμανικῶν ἐφημερίδων καὶ εἰς τὰ διδασκαλεῖα τῆς ἀρχαίας ἑλληνικῆς γλώσσης καταργήθησαν ἀπὸ τοῦ προγράμματος τῶν γυμνασίων. Τὸ μέτρον τοῦτο προεκάλεσε ζωηρὰς διαμαρτυρίας τῶν λογίων καὶ καθηγητῶν. Διὰ τοῦ μέτρου τούτου πρὸς τὰ πανεπιστήμια τῶν καθηγητῶν 280 ἀνεξαρτησία.	[1097, 822, 1324, 983]
suicide-subheading: Ο ΑΥΤΟΧΕΙΡ ΥΠΑΛΛΗΛΟΣ ΤΗΣ ΕΘΝΙΚΗΣ ΤΡΑΠΕΖΗΣ	[598, 284, 799, 315]
article-paragraph: Ἔπειτα προσωπικὰ βοηθήματα ὡς οὐκ ἔστιν ἀριθμός. Ἐν τῷ μεταξὺ παρατηρεῖται ὅτι ἡ προϋπολογισθεῖσα δαπάνη δὲν ἐπαρκεῖ. Ἐγκρίνεται τὸ σχέδιον τοῦ Χαλανδρίου καὶ λύεται ἡ συνεδρίασις.	[1097, 472, 1324, 585]
article-paragraph: Ἡ μετὰ τόσης τέχνης καὶ τόσης δυνάμεως ἀπαγγελία τῶν στίχων ἐνθουσίασε τὸ ἀκροατήριον, τὸ ὁποῖον ἐπανειλημμένως ἐχειροκρότησε. Ἐν γένει ἡ ἑορτὴ ἐπέτυχε πλήρως.	[837, 1057, 1084, 1137]
andros-signature: Κ. Ἀργυρόπουλος	[986, 797, 1084, 811]
rates-cell	[258, 628, 296, 642]
advert-paragraph: Πωλοῦνται ἐν Πειραιεῖ μὲν παρὰ τῷ ἰδίῳ καταστήματι, ὁπισθεν Αγ. Κωνσταντίνου, ἐν Ἀθήναις δὲ παρὰ τῷ φαρμακοποιῷ κ. Α. Π. Ξάνθῃ φαρμακεῖον «Ἀσκλὴπ» καὶ ἐν ἅπασι τοῖς φαρμακείοις.	[1337, 1130, 1563, 1217]
revolution-heading: Η ΕΠΑΝΑΣΤΑΣΙΣ ΕΝ ΜΑΚΕΔΟΝΙΑ	[585, 968, 812, 1085]
article-paragraph: Ὁ αὐτοκτονήσας ἐκλείσθη ἐν τῷ δωματίῳ του καὶ ἐπυροβόλησε κατὰ τῆς καρδίας του. Ὁ θάνατος ἐπῆλθεν ἀκαριαῖος. Τὸ πτῶμα εὑρέθη ὑπὸ τῶν οἰκείων του.	[573, 471, 824, 551]
matches-maker: ΚΩΣΤΑ Κ. ΣΟΥΣΑΝΑ	[1347, 1109, 1553, 1131]
article-paragraph: Περὶ παραχωρήσεως δανείων εἰς τοὺς γεωργοὺς ἐπὶ ἐνεχυριάσει τῶν ἀσυγκομίστων καρπῶν, ὡς γίνεται καὶ ἐν Ῥουμανίᾳ.	[310, 583, 560, 646]
masthead	[40, 6, 1560, 61]
article-paragraph: Περὶ ἐξαγορᾶς τῶν ἀγροτικῶν κτημάτων καὶ ἀποτροπῆς τῆς ἐξαγωγῆς τοῦ κεφαλαίου, ἵνα τὰ κτήματα περιέλθωσιν εἰς χεῖρας τῶν καλλιεργητῶν.	[310, 650, 560, 730]
rates-cell: 122.—	[269, 390, 294, 418]
bulletin-subtitle: ΤΙΜΑΙ ΚΛΕΙΣΙΜΑΤΟΣ	[99, 216, 239, 231]
article-paragraph: Ἐνεργήθη καὶ διὰ δευτέραν φορὰν μειοδοτικὴ δημοπρασία διὰ τὴν ἀνέγερσιν τοῦ Μαρασλείου Διδασκαλείου. Μειοδότης ἀνεδείχθη ὁ κ. Κάνταρος ἀντὶ δραχμῶν 230,000.	[837, 1511, 1084, 1591]
rates-cell: Ὁμολ. Δανείων	[44, 390, 92, 418]
sarafov-source: ΙΔΙΑΙΤ. ΤΗΛ. ΤΟΥ «ΕΜΠΡΟΣ»	[610, 759, 787, 774]
ferdinand-heading: Ο ΗΓΕΜΩΝ ΦΕΡΔΙΝΑΝΔΟΣ	[326, 1046, 544, 1063]
dairy-heading: ΜΕΓΑ ΓΑΛΑΚΤΟΠΩΛΕΙΟΝ	[1346, 307, 1554, 324]
coins-heading: ΑΝΑΚΑΛΥΨΙΣ ΑΡΧΑΙΩΝ ΝΟΜΙΣΜΑΤΩΝ ΕΝ ΠΥΛΩ	[1097, 988, 1324, 1025]
post-subheading: Ἐκ τῶν ἐξωτερικῶν	[1152, 1396, 1269, 1411]
rates-cell: Νομίσματα	[169, 558, 233, 572]
rates-row	[42, 642, 296, 656]
rates-cell: 160 1/2	[273, 684, 294, 712]
revolution-subheading: ΤΑ ΠΡΩΤΑ ΜΗΝΥΜΑΤΑ	[612, 1086, 785, 1103]
article-paragraph: Ἡ ἐπιτροπὴ τῶν Θεσσαλῶν βουλευτῶν συνῆλθε τὴν ἑσπέραν τῆς χθὲς ἐν τῷ γραφείῳ τῆς Βουλῆς καὶ ἠσχολήθη εἰς τὴν ἐπεξεργασίαν τῶν ζητημάτων τῶν ἀφορώντων εἰς τὴν Θεσσαλίαν. Ἀπεφασίσθη ὅπως μελετηθῶσι καὶ καταρτισθῶσιν ἐκ μέρους αὐτῶν τὰ ὑποβληθησόμενα νομοσχέδια.	[310, 279, 560, 425]
price-cell: »	[1220, 1759, 1227, 1773]
rates-cell: Ἀθηνῶν	[44, 684, 88, 698]
article-paragraph: Περὶ τὴν μεσημβρίαν τῆς χθὲς ὁ ἑπταετὴς Ἀντ. Σκαρίας ἔπαιζεν εἰς τὴν αὐλὴν τῆς οἰκίας του. Αἴφνης ὁ ἀλέκτωρ τῆς οἰκίας ὁρμήσας κατ' αὐτοῦ ἐξέβαλε διὰ τοῦ ράμφους του τὸν ὀφθαλμόν του. Ὁ μικρὸς μετεφέρθη εἰς τὸν Σταθμὸν Βοηθείας ὅπου ἐδόθησαν αἱ πρῶται βοήθειαι.	[837, 1222, 1084, 1352]
article-paragraph: Σήμερον τὴν 2 καὶ ἡμίσειαν πρωινὴν ὥραν ἐν τῇ ὁδῷ Πειραιῶς ἀρ. 13 οἰκίᾳ τοῦ κατοικοῦντος διὰ πιστολίου ὁ παρὰ τῇ Ἐθνικῇ Τραπέζῃ ὑπάλληλος κ. Πάγκαλος.	[573, 320, 824, 401]
barbershop-name: ΙΩΑΝ. ΜΠΕΡΑΤΗ	[1122, 1615, 1299, 1637]
almyros-source: (Ἰδιαίτερον τηλεγρ. τοῦ «Ἐμπρός»)	[857, 104, 1064, 119]
article-paragraph: ΒΑΣΙΛΙΚΟΝ. Τὴν Κυριακὴν εἰς τὸ Β. Θέατρον, ὥρα 2 1/2 ἀπογευματινὴ τοῦ Νοβέλλι θὰ παρασταθῇ ἡ «Πατὴρ Λαμπιτοῦ».	[1097, 1198, 1324, 1262]
dictionary-sub2: ΕΛΛΗΝΟΓΑΛΛΙΚΟΝ	[1337, 732, 1584, 759]
suicide-heading: Η ΣΗΜΕΡΙΝΗ ΑΥΤΟΚΤΟΝΙΑ	[575, 214, 822, 283]
divider	[310, 1041, 560, 1042]
column-1	[42, 74, 296, 2149]
article-paragraph: κατὰ ἑκατοντάδας εἶχον συσσωρευθεῖ. «Ἀλλ' ἐν οὐδενὶ ἠγνόουν νὰ ὑποκύψω φρονῶν ὅτι τὰ τῶν μεταλλείων ἔδει νὰ κανονισθῶσι διὰ νόμου ἐπωφελεστέρου διὰ τὸ Κράτος.	[42, 752, 296, 832]
article-paragraph: ΘΕΣΣΑΛΟΝΙΚΗ, 28 Μαρτίου (ἰδιαίτερον). — Πολυμελέστατον σῶμα ὑπὸ τὸν Σαράφωφ συνῆψε μάχην μετὰ τοῦ τουρκικοῦ στρατοῦ εἰς τὴν περιφέρειαν τῶν Σερρῶν. Μετὰ πεισματώδη ἀγῶνα οἱ κομιτατζῆδες ἐτράπησαν εἰς φυγήν. Ὀλίγοι ἐφονεύθησαν καὶ ἀρκετοὶ ἐτραυματίσθησαν, μεταξὺ δὲ τούτων καὶ ὁ Σαράφωφ, τραυματισθεὶς σοβαρῶς.	[573, 779, 824, 957]
post-line: Εἰς Βουλγαρίαν (Τζίῃ) 10 π.μ.	[1097, 1459, 1268, 1473]
rates-row	[42, 656, 296, 684]
quake-source: (Ἰδιαίτ. τηλεγρ. τοῦ «Ἐμπρός»)	[869, 498, 1052, 513]
rates-cell: 49 65	[262, 642, 294, 656]
article-paragraph: Περὶ ἱδρύσεως σχολῶν πρακτικῆς γεωργίας καὶ κτηνοτροφίας.	[310, 733, 560, 764]
article-paragraph: Εἰδοποιηθεῖσα ἡ ἀστυνομία μετέβη ἐπὶ τόπου καὶ ἐνήργησε τὰ δέοντα. Ἐπὶ τῆς τραπέζης εὑρέθη ἐπιστολὴ ἀπευθυνομένη πρὸς τὸν ἀδελφόν του. Οὐδεμία ὅμως ἐξήγησις περιείχετο σχετικὴ μὲ τὴν αὐτοκτονίαν.	[573, 555, 824, 651]
divider	[1097, 1567, 1324, 1568]
dictionary-intro: Ὁσοι προφθάσητε θ' ἀποκτήσετε τὸ μέγα τετράτομον	[1341, 635, 1559, 666]
proposals-heading: ΤΑ ΠΡΟΤΑΘΕΝΤΑ ΘΕΜΑΤΑ	[346, 528, 524, 543]
divider	[573, 1694, 824, 1695]
rates-cell: Ἰδ. 51 2 ο/ο	[44, 558, 109, 572]
rates-cell: Γαλ. ὄψεως	[169, 656, 235, 670]
article-paragraph: Κατὰ τὰς χθεσινὰς ἐκ Σόφιας πληροφορίας ὁ ἡγεμὼν Φερδινάνδος τῆς Βουλγαρίας μεταβαίνει εἰς Βιέννην καὶ ἐκεῖθεν εἰς Παρισίους. Τὸ ταξίδιον τοῦτο τοῦ ἡγεμόνος Φερδινάνδου θεωρεῖται ὅτι ἔχει μεγάλην πολιτικὴν σημασίαν.	[310, 1084, 560, 1197]
matches-block	[1337, 921, 1563, 1026]
edward-heading: Ο ΕΔΟΥΑΡΔΟΣ ΕΝ ΠΟΡΤΟΓΑΛΛΙΑ	[319, 1207, 551, 1296]
dictionary-title: ΛΕΞΙΚΟΝ	[1337, 668, 1595, 720]
rates-cell: 112.—	[130, 446, 166, 460]
rates-cell: ΣΠΑΠ. 5 ο/ο	[44, 572, 113, 600]
rates-cell: ΣΠΑΠ. 5 ο/ο	[44, 446, 113, 474]
rates-cell: Ἐθνικῆς	[44, 628, 91, 642]
rates-table	[42, 250, 296, 740]
rates-cell: 196.—	[269, 502, 294, 530]
rates-cell: 76.50	[262, 530, 294, 544]
rates-cell: Ὁμ. Ἐθν. Δαν.	[44, 250, 113, 278]
barbershop-address: Ὁδὸς Νίκης ἀριθ. 12	[1143, 1639, 1278, 1654]
article-paragraph: τῶν Μακεδονικῶν τεσσάρων συνταγμάτων τοῦ ἱππικοῦ Χαμιδιέ. Ἡ εἴδησις προὐκάλεσε γενικὴν κατάπληξιν, διότι, ὡς γνωστόν, τὸ ἱππικὸν Χαμιδιὲ ἀποτελεῖται ἐκ Κούρδων ἀτάκτων στοιχείων χρησιμοποιουμένων μόνον εἰς ἐπιδρομάς.	[573, 75, 824, 204]
matches-line: ΩΣΦΟΡΑ ἀσφαλεῖς	[1405, 995, 1536, 1010]
holy-sepulchre-heading: ΥΠΕΡ ΤΟΥ ΠΑΝΑΓΙΟΥ ΤΑΦΟΥ	[837, 1596, 1084, 1618]
newspaper-title: ΕΜΠΡΟΣ	[680, 14, 920, 49]
article-paragraph: «Καὶ ἐγὼ ἐδέχθην ἐγὼ ἀκόμη, κύριοι, νὰ συγκαλέσω τὸ Συμβούλιον λαμβάνω μίαν ἐπιστολὴν τοῦ κ. Ἀθαν. Εὐταξίου, ἐπιστολὴν διὰ τῆς ὁποίας μὲ παρεκάλει, μὲ ἱκέτευε νὰ συγκαλέσω τὸ Συμβούλιον ἵνα ἀποφανθῇ ἐπὶ ὡρισμένου μεταλλείου, ἐκείνου τὸ ὁποῖον εἶχεν ὁ ἴδιος ζητήσει. Καὶ προσέθετεν ἐν τῇ ἐπιστολῇ του ὅτι τοῦτο θὰ τὸ ἐθεώρει ὡς ἰδίαν ὑποχρέωσιν!	[42, 984, 296, 1146]
rates-row	[42, 418, 296, 446]
rates-cell: 53.—	[137, 530, 166, 544]
price-cell: Ἀντισηψία	[1099, 1773, 1159, 1787]
rates-cell: Πανελ. Ἀτμ.	[169, 502, 238, 516]
article-paragraph: ΒΟΛΟΣ, 28 Μαρτίου. — Σήμερον οἱ κάτοικοι τοῦ Ἁλμυροῦ συνελθόντες εἰς πάνδημον συλλαλητήριον ἐψήφισαν ψήφισμα πρὸς τὴν διεύθυνσιν τῆς Ἐθνικῆς Τραπέζης, παρακαλοῦντες ὅπως συμφώνως τῷ προηγουμένῳ ὑποσχέσει ἱδρυθῇ ἐν Ἁλμυρῷ ὑποκατάστημα ὑπὲρ μεγάλου ὄφελος τῆς ἐπαρχίας.	[837, 124, 1084, 270]
article-paragraph: Ὅλη ἡ ἐκλεκτὴ Ἀθηναϊκὴ κοινωνία θὰ πληρώσῃ τὴν αἴθουσαν τοῦ «Παρνασσοῦ» ἕνεκα τῆς μεγάλης ἐπιτυχίας τῶν ἑορτῶν.	[1097, 109, 1324, 173]
divider	[42, 168, 296, 169]
article-paragraph: Κατάμεστος ἦτο χθὲς τὸ ἀπόγευμα ἡ αἴθουσα τοῦ «Παρνασσοῦ». Ἐν αὐτῇ διεκρίνομεν τὸν ἀριστοκρατικὸν κόσμον τῶν Ἀθηνῶν. Τὸ πρόγραμμα τῆς ἑορτῆς ἦτο λίαν ἐπιμελημένον.	[837, 857, 1084, 937]
